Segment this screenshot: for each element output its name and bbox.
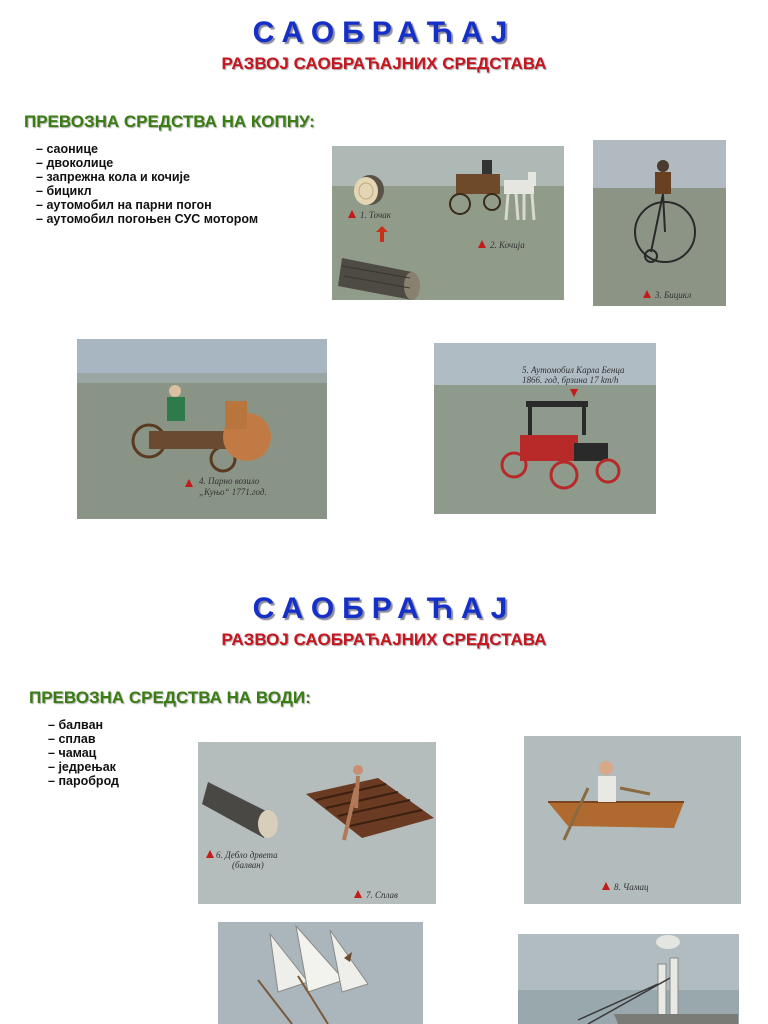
slide2-title: САОБРАЋАЈ [252, 592, 516, 625]
sailing-ship-image [218, 922, 423, 1024]
benz-car-image [434, 343, 656, 514]
list-item: – једрењак [48, 760, 119, 774]
wheel-caption: 1. Точак [360, 210, 391, 220]
list-item: – сплав [48, 732, 119, 746]
raft-caption: 7. Сплав [366, 890, 398, 900]
steam-caption-line1: 4. Парно возило [199, 476, 260, 486]
car-caption-line2: 1866. год, брзина 17 km/h [522, 375, 619, 385]
carriage-caption: 2. Кочија [490, 240, 525, 250]
water-transport-list [48, 718, 119, 788]
list-item: – чамац [48, 746, 119, 760]
list-item: – бицикл [36, 184, 258, 198]
boat-caption: 8. Чамац [614, 882, 649, 892]
slide2-heading: ПРЕВОЗНА СРЕДСТВА НА ВОДИ: [29, 688, 311, 707]
bicycle-caption: 3. Бицикл [655, 290, 692, 300]
boat-image [524, 736, 741, 904]
list-item: – балван [48, 718, 119, 732]
car-caption-line1: 5. Аутомобил Карла Бенца [522, 365, 625, 375]
slide2-subtitle: РАЗВОЈ САОБРАЋАЈНИХ СРЕДСТАВА [221, 630, 547, 649]
slide1-subtitle: РАЗВОЈ САОБРАЋАЈНИХ СРЕДСТАВА [221, 54, 547, 73]
log-raft-image [198, 742, 436, 904]
log-caption-line2: (балван) [232, 860, 264, 870]
list-item: – пароброд [48, 774, 119, 788]
list-item: – саонице [36, 142, 258, 156]
wheel-carriage-image [332, 146, 564, 300]
list-item: – запрежна кола и кочије [36, 170, 258, 184]
list-item: – аутомобил погоњен СУС мотором [36, 212, 258, 226]
slide1-title: САОБРАЋАЈ [252, 16, 516, 49]
steamship-image [518, 934, 739, 1024]
log-caption-line1: 6. Дебло дрвета [216, 850, 278, 860]
list-item: – двоколице [36, 156, 258, 170]
list-item: – аутомобил на парни погон [36, 198, 258, 212]
steam-vehicle-image [77, 339, 327, 519]
steam-caption-line2: „Куњо“ 1771.год. [199, 487, 267, 497]
bicycle-image [593, 140, 726, 306]
slide1-heading: ПРЕВОЗНА СРЕДСТВА НА КОПНУ: [24, 112, 315, 131]
land-transport-list [36, 142, 258, 226]
